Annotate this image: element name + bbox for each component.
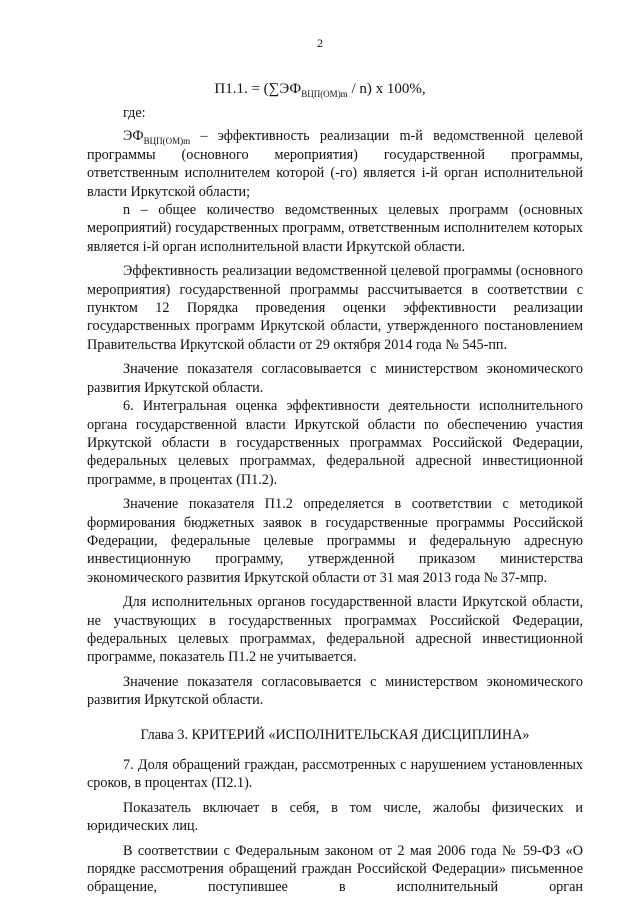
paragraph-item-6: 6. Интегральная оценка эффективности деятельности исполнительного органа государственной власти Иркутской области по обеспечению участия Иркутской области в государственных программах Российской Федерации, федеральных целевых программах, федеральной адресной инвестиционной программе, в процентах (П1.2). <box>87 398 583 488</box>
paragraph-agreement-1: Значение показателя согласовывается с министерством экономического развития Иркутской области. <box>87 361 583 396</box>
definition-ef: $ЭФ_{ВЦП(ОМ)m}$ – эффективность реализации m-й ведомственной целевой программы (основного мероприятия) государственной программы, ответственным исполнителем которой (-го) является i-й орган исполнительной власти Иркутской области; <box>87 128 583 200</box>
paragraph-law: В соответствии с Федеральным законом от 2 мая 2006 года № 59-ФЗ «О порядке рассмотрения обращений граждан Российской Федерации» письменное обращение, поступившее в исполнительный орган <box>87 842 583 896</box>
paragraph-efficiency: Эффективность реализации ведомственной целевой программы (основного мероприятия) государственной программы рассчитывается в соответствии с пунктом 12 Порядка проведения оценки эффективности реализации государственных программ Иркутской области, утвержденного постановлением Правительства Иркутской области от 29 октября 2014 года № 545-пп. <box>87 263 583 353</box>
definition-n: n – общее количество ведомственных целевых программ (основных мероприятий) государственных программ, ответственным исполнителем которых является i-й орган исполнительной власти Иркутской области. <box>87 202 583 255</box>
paragraph-non-participating: Для исполнительных органов государственной власти Иркутской области, не участвующих в государственных программах Российской Федерации, федеральных целевых программах, федеральной адресной инвестиционной программе, показатель П1.2 не учитывается. <box>87 594 583 666</box>
page-number: 2 <box>317 36 323 50</box>
document-body <box>87 102 583 897</box>
paragraph-item-7: 7. Доля обращений граждан, рассмотренных с нарушением установленных сроков, в процентах (П2.1). <box>87 757 583 792</box>
paragraph-includes: Показатель включает в себя, в том числе, жалобы физических и юридических лиц. <box>87 799 583 835</box>
chapter-heading: Глава 3. КРИТЕРИЙ «ИСПОЛНИТЕЛЬСКАЯ ДИСЦИПЛИНА» <box>140 726 530 743</box>
formula-lhs: П1.1. = (∑ЭФ <box>214 81 302 97</box>
paragraph-agreement-2: Значение показателя согласовывается с министерством экономического развития Иркутской области. <box>87 673 583 709</box>
paragraph-p1-2-definition: Значение показателя П1.2 определяется в соответствии с методикой формирования бюджетных заявок в государственные программы Российской Федерации, федеральные целевые программы и федеральную адресную инвестиционную программу, утвержденной приказом министерства экономического развития Иркутской области от 31 мая 2013 года № 37-мпр. <box>87 496 583 586</box>
formula-rhs: / n) x 100%, <box>347 81 426 97</box>
formula-subscript: ВЦП(ОМ)m <box>301 89 348 99</box>
formula-p1-1 <box>0 80 640 98</box>
where-label: где: <box>123 105 146 121</box>
